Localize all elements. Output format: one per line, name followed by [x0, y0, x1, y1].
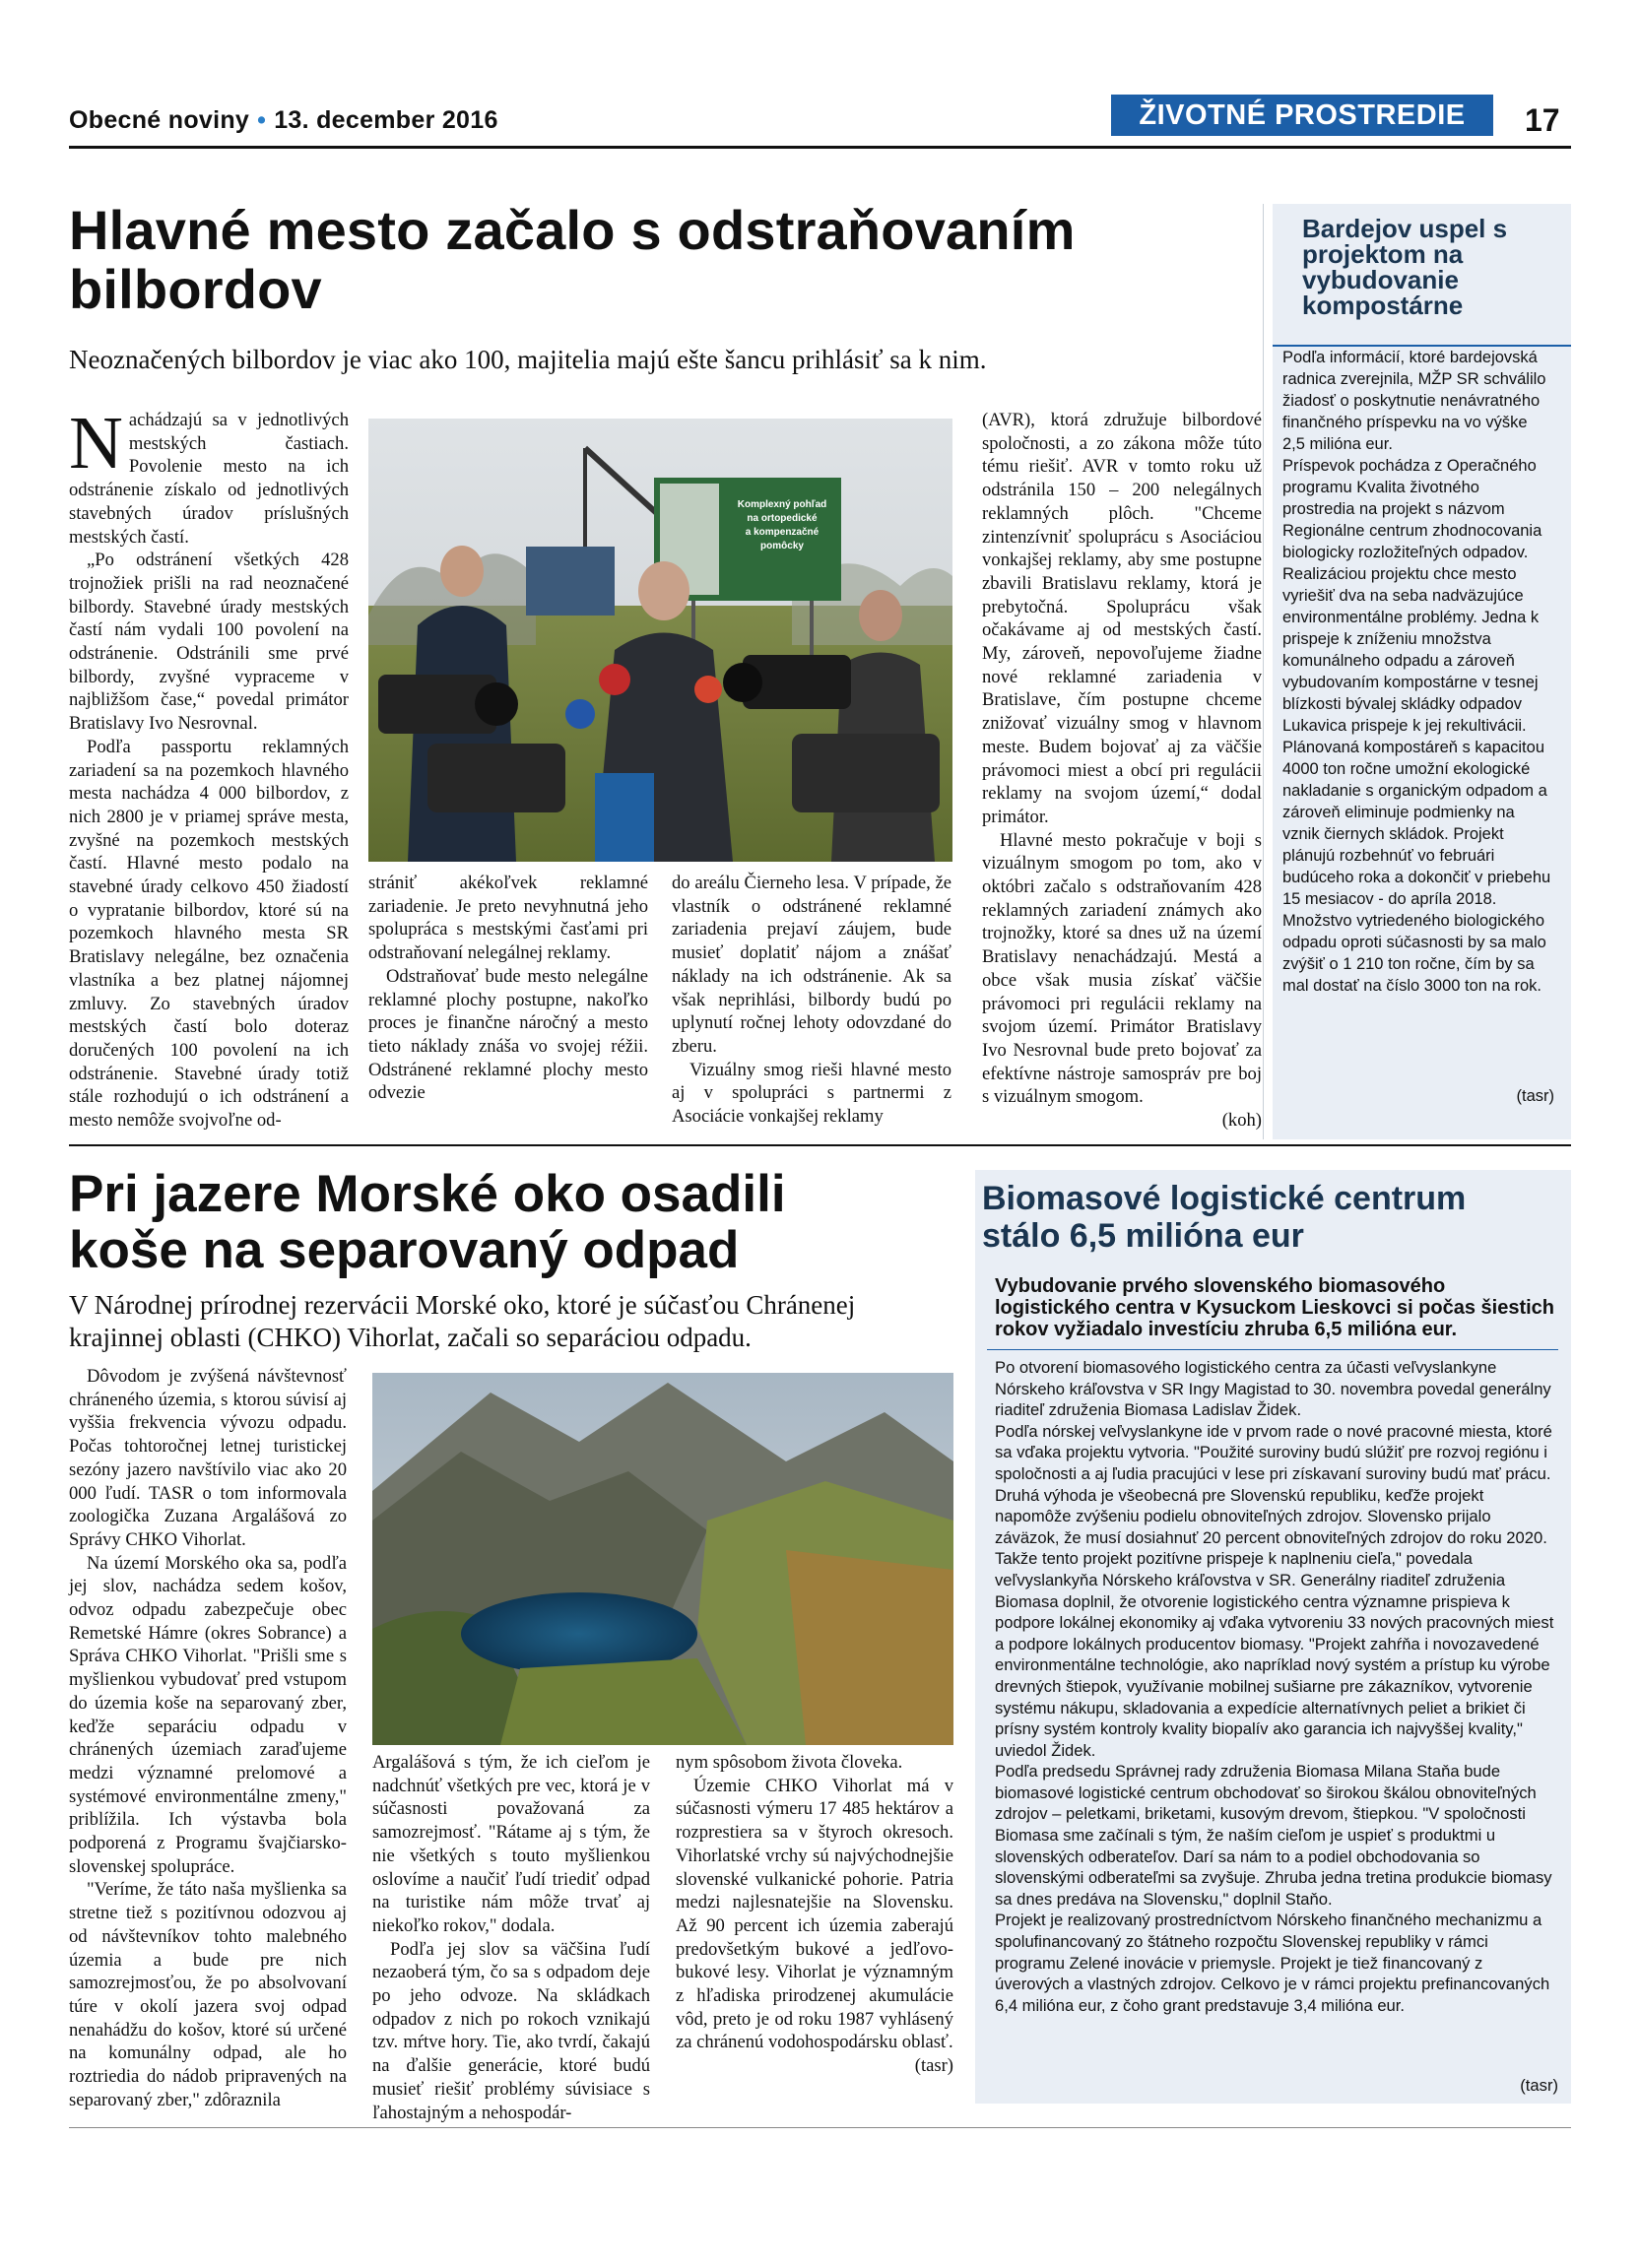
sidebar-body [1282, 347, 1554, 997]
paragraph: Vizuálny smog rieši hlavné mesto aj v spolupráci s partnermi z Asociácie vonkajšej reklamy [672, 1059, 951, 1128]
article2-deck: V Národnej prírodnej rezervácii Morské oko, ktoré je súčasťou Chránenej krajinnej oblasti (CHKO) Vihorlat, začali so separáciou odpadu. [69, 1290, 856, 1352]
paragraph: Argalášová s tým, že ich cieľom je nadchnúť všetkých pre vec, ktorá je v súčasnosti považovaná za samozrejmosť. "Rátame aj s tým, že nie všetkých s touto myšlienkou oslovíme a naučiť ľudí triediť odpad na turistike nám môže trvať aj niekoľko rokov," dodala. [372, 1752, 650, 1936]
headline-line: Biomasové logistické centrum [982, 1180, 1467, 1217]
article2-column-1 [69, 1365, 347, 2112]
article2-column-2 [372, 1751, 650, 2124]
article1-column-2 [368, 872, 648, 1105]
paragraph: Podľa jej slov sa väčšina ľudí nezaoberá tým, čo sa s odpadom deje po jeho odvoze. Na skládkach odpadov z nich po rokoch vznikajú tzv. mŕtve hory. Tie, ako tvrdí, čakajú na ďalšie generácie, ktoré budú musieť riešiť problémy súvisiace s ľahostajným a nehospodár- [372, 1938, 650, 2123]
headline-line: bilbordov [69, 258, 322, 320]
issue-date: 13. december 2016 [274, 106, 498, 134]
paragraph: do areálu Čierneho lesa. V prípade, že vlastník o odstránené reklamné zariadenia prejaví záujem, bude musieť doplatiť nájom a znášať náklady na ich odstránenie. Ak sa však neprihlási, bilbordy budú po uplynutí ročnej lehoty odovzdané do zberu. [672, 873, 951, 1057]
mountain-lake-photo [372, 1373, 953, 1745]
byline: (tasr) [1520, 2076, 1558, 2095]
paragraph: strániť akékoľvek reklamné zariadenie. Je preto nevyhnutná jeho spolupráca s mestskými časťami pri odstraňovaní nelegálnej reklamy. [368, 873, 648, 964]
sidebar-headline: Bardejov uspel s projektom na vybudovanie kompostárne [1302, 214, 1508, 320]
article1-headline [69, 201, 1231, 319]
section-divider [69, 1144, 1571, 1146]
paragraph: nym spôsobom života človeka. [676, 1752, 903, 1773]
article2-column-3 [676, 1751, 953, 2078]
photo-illustration [368, 419, 952, 862]
article1-deck: Neoznačených bilbordov je viac ako 100, majitelia majú ešte šancu prihlásiť sa k nim. [69, 345, 987, 374]
column-rule [1263, 204, 1264, 1139]
headline-line: Hlavné mesto začalo s odstraňovaním [69, 199, 1076, 261]
footer-rule [69, 2127, 1571, 2128]
billboard-text: Komplexný pohľad [737, 499, 827, 510]
byline: (tasr) [1516, 1087, 1554, 1105]
paragraph: Odstraňovať bude mesto nelegálne reklamné plochy postupne, nakoľko proces je finančne náročný a mesto tieto náklady znáša vo svojej réžii. Odstránené reklamné plochy mesto odvezie [368, 965, 648, 1104]
sidebar-body [995, 1357, 1558, 2016]
paragraph: „Po odstránení všetkých 428 trojnožiek prišli na rad neoznačené bilbordy. Stavebné úrady mestských častí nám vydali 100 povolení na odstránenie. Odstránili sme prvé bilbordy, zvyšné vypraceme v najbližšom čase,“ povedal primátor Bratislavy Ivo Nesrovnal. [69, 550, 349, 735]
paragraph: Príspevok pochádza z Operačného programu Kvalita životného prostredia na projekt s názvom Regionálne centrum zhodnocovania biologicky rozložiteľných odpadov. Realizáciou projektu chce mesto vyriešiť dva na seba nadväzujúce environmentálne problémy. Jedna k prispeje k zníženiu množstva komunálneho odpadu a zároveň vybudovaním kompostárne v tesnej blízkosti bývalej skládky odpadov Lukavica prispeje k jej rekultivácii. Plánovaná kompostáreň s kapacitou 4000 ton ročne umožní ekologické nakladanie s organickým odpadom a zároveň eliminuje podmienky na vznik čiernych skládok. Projekt plánujú rozbehnúť vo februári budúceho roka a dokončiť v priebehu 15 mesiacov - do apríla 2018. Množstvo vytriedeného biologického odpadu oproti súčasnosti by sa malo zvýšiť o 1 210 ton ročne, čím by sa mal dostať na číslo 3000 ton na rok. [1282, 457, 1551, 995]
publication-name: Obecné noviny [69, 106, 250, 134]
article1-column-3 [672, 872, 951, 1129]
paragraph: Územie CHKO Vihorlat má v súčasnosti výmeru 17 485 hektárov a rozprestiera sa v štyroch okresoch. Vihorlatské vrchy sú najvýchodnejšie slovenské vulkanické pohorie. Patria medzi najlesnatejšie na Slovensku. Až 90 percent ich územia zaberajú predovšetkým bukové a jedľovo-bukové lesy. Vihorlat je významným z hľadiska prirodzenej akumulácie vôd, preto je od roku 1987 vyhlásený za chránenú vodohospodársku oblasť. [676, 1775, 953, 2053]
paragraph: "Veríme, že táto naša myšlienka sa stretne tiež s pozitívnou odozvou aj od návštevníkov tohto malebného územia a bude pre nich samozrejmosťou, že po absolvovaní túre v okolí jazera svoj odpad nenahádžu do košov, ktoré sú určené na komunálny odpad, ale ho roztriedia do nádob pripravených na separovaný zber," zdôraznila [69, 1879, 347, 2110]
article1-column-1 [69, 402, 349, 1133]
paragraph: Podľa passportu reklamných zariadení sa na pozemkoch hlavného mesta nachádza 4 000 bilbordov, z nich 2800 je v priamej správe mesta, zvyšné na pozemkoch mestských častí. Hlavné mesto podalo na stavebné úrady celkovo 450 žiadostí o vypratanie bilbordov, ktoré sú na pozemkoch hlavného mesta SR Bratislavy nelegálne, bez označenia vlastníka a bez platnej nájomnej zmluvy. Zo stavebných úradov mestských častí bolo doteraz doručených 100 povolení na ich odstránenie. Stavebné úrady totiž stále rozhodujú o ich odstránení a mesto nemôže svojvoľne od- [69, 736, 349, 1132]
headline-line: Pri jazere Morské oko osadili [69, 1165, 786, 1223]
section-label: ŽIVOTNÉ PROSTREDIE [1111, 95, 1493, 136]
paragraph: Podľa predsedu Správnej rady združenia Biomasa Milana Staňa bude biomasové logistické centrum obchodovať so širokou škálou obnoviteľných zdrojov – peletkami, briketami, kusovým drevom, štiepkou. "V spoločnosti Biomasa sme začínali s tým, že naším cieľom je uspieť s produktmi u slovenských odberateľov. Darí sa nám to a podiel obchodovania so slovenskými odberateľmi sa zvyšuje. Zhruba jedna tretina produkcie biomasy sa dnes predáva na Slovensku," doplnil Staňo. [995, 1762, 1552, 1909]
page-number: 17 [1525, 102, 1560, 138]
paragraph: Podľa informácií, ktoré bardejovská radnica zverejnila, MŽP SR schválilo žiadosť o poskytnutie nenávratného finančného príspevku na vo výške 2,5 milióna eur. [1282, 349, 1546, 453]
paragraph: Na území Morského oka sa, podľa jej slov, nachádza sedem košov, odvoz odpadu zabezpečuje obec Remetské Hámre (okres Sobrance) a Správa CHKO Vihorlat. "Prišli sme s myšlienkou vybudovať pred vstupom do územia koše na separovaný zber, keďže separáciu odpadu v chránených územiach zaraďujeme medzi významné prelomové a systémové environmentálne zmeny," priblížila. Ich výstavba bola podporená z Programu švajčiarsko-slovenskej spolupráce. [69, 1552, 347, 1877]
paragraph: achádzajú sa v jednotlivých mestských častiach. Povolenie mesto na ich odstránenie získalo od jednotlivých stavebných úradov príslušných mestských častí. [69, 410, 349, 548]
byline: (tasr) [914, 2055, 953, 2077]
paragraph: Projekt je realizovaný prostredníctvom Nórskeho finančného mechanizmu a spolufinancovaný zo štátneho rozpočtu Slovenskej republiky v rámci programu Zelené inovácie v priemysle. Projekt je tiež financovaný z úverových a vlastných zdrojov. Celkovo je v rámci projektu prefinancovaných 6,4 milióna eur, z čoho grant predstavuje 3,4 milióna eur. [995, 1911, 1550, 2015]
photo-illustration [372, 1373, 953, 1745]
paragraph: Podľa nórskej veľvyslankyne ide v prvom rade o nové pracovné miesta, ktoré sa vďaka projektu vytvoria. "Použité suroviny budú slúžiť pre rozvoj regiónu i spoločnosti a aj ľudia pracujúci v lese pri získavaní suroviny budú mať prácu. Druhá výhoda je všeobecná pre Slovenskú republiku, keďže projekt napomôže zvýšeniu podielu obnoviteľných zdrojov. Slovensko prijalo záväzok, že musí dosiahnuť 20 percent obnoviteľných zdrojov do roku 2020. Takže tento projekt pozitívne prispeje k naplneniu cieľa," povedala veľvyslankyňa Nórskeho kráľovstva v SR. Generálny riaditeľ združenia Biomasa doplnil, že otvorenie logistického centra významne prispieva k podpore lokálnej ekonomiky aj vďaka vytvoreniu 33 nových pracovných miest a podpore lokálnych producentov biomasy. "Projekt zahŕňa i novozavedené environmentálne technológie, ako napríklad nový systém a prístup ku výrobe drevných štiepok, využívanie mobilnej sušiarne pre zákazníkov, vytvorenie systému nákupu, skladovania a expedície alternatívnych peliet a brikiet či prísny systém kontroly kvality biopalív ako garancia ich najvyššej kvality," uviedol Židek. [995, 1421, 1554, 1760]
masthead [69, 106, 498, 135]
paragraph: (AVR), ktorá združuje bilbordové spoločnosti, a zo zákona môže túto tému riešiť. AVR v tomto roku už odstránila 150 – 200 nelegálnych reklamných plôch. "Chceme zintenzívniť spoluprácu s Asociáciou vonkajšej reklamy, aby sme postupne zbavili Bratislavu reklamy, ktorá je prebytočná. Spoluprácu však očakávame aj od mestských častí. My, zároveň, nepovoľujeme žiadne nové reklamné zariadenia v Bratislave, čím postupne chceme znižovať vizuálny smog v hlavnom meste. Budem bojovať aj za väčšie právomoci miest a obcí pri regulácii reklamy na svojom území,“ dodal primátor. [982, 410, 1262, 827]
sidebar-lead: Vybudovanie prvého slovenského biomasového logistického centra v Kysuckom Lieskovci si počas šiestich rokov vyžiadalo investíciu zhruba 6,5 milióna eur. [995, 1275, 1555, 1340]
paragraph: Dôvodom je zvýšená návštevnosť chráneného územia, s ktorou súvisí aj vyššia frekvencia vývozu odpadu. Počas tohtoročnej letnej turistickej sezóny jazero navštívilo viac ako 20 000 ľudí. TASR o tom informovala zoologička Zuzana Argalášová zo Správy CHKO Vihorlat. [69, 1366, 347, 1550]
sidebar-headline [982, 1180, 1553, 1255]
headline-line: stálo 6,5 milióna eur [982, 1217, 1304, 1255]
byline: (koh) [1221, 1110, 1262, 1132]
headline-line: koše na separovaný odpad [69, 1221, 740, 1279]
sidebar-rule [987, 1349, 1558, 1350]
article2-headline [69, 1166, 955, 1278]
svg-text:na ortopedické: na ortopedické [747, 513, 818, 524]
svg-text:pomôcky: pomôcky [760, 541, 804, 551]
header-rule [69, 146, 1571, 149]
paragraph: Hlavné mesto pokračuje v boji s vizuálnym smogom po tom, ako v októbri začalo s odstraňovaním 428 reklamných zariadení známych ako trojnožky, ktoré sa dnes už na území Bratislavy nenachádzajú. Mestá a obce však musia získať väčšie právomoci pri regulácii reklamy na svojom území. Primátor Bratislavy Ivo Nesrovnal bude preto bojovať za efektívne nástroje samospráv pre boj s vizuálnym smogom. [982, 829, 1262, 1108]
svg-text:a kompenzačné: a kompenzačné [745, 527, 820, 538]
bullet-icon: • [257, 106, 267, 134]
article1-column-4 [982, 409, 1262, 1133]
press-conference-photo [368, 419, 952, 862]
paragraph: Po otvorení biomasového logistického centra za účasti veľvyslankyne Nórskeho kráľovstva v SR Ingy Magistad to 30. novembra povedal generálny riaditeľ združenia Biomasa Ladislav Židek. [995, 1358, 1551, 1420]
drop-cap: N [69, 402, 123, 485]
